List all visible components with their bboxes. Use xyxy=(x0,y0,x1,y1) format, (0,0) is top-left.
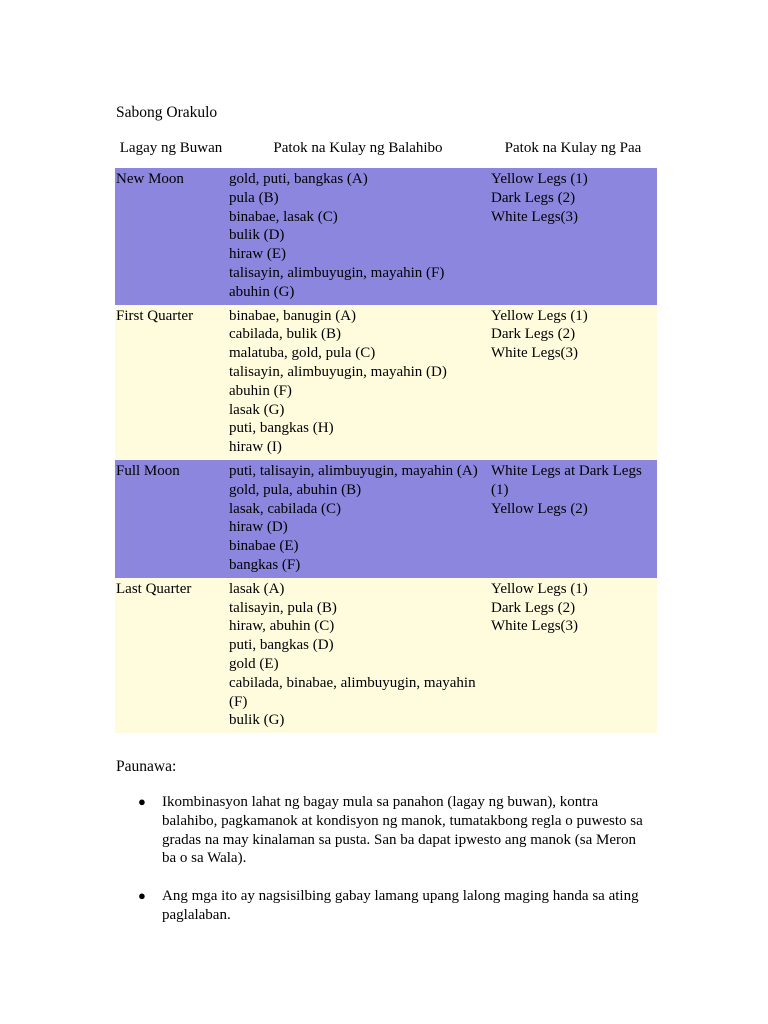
feather-color-item: talisayin, alimbuyugin, mayahin (D) xyxy=(229,363,447,380)
feather-color-item: bulik (D) xyxy=(229,227,285,244)
table-row xyxy=(115,305,657,460)
feather-color-item: gold, puti, bangkas (A) xyxy=(229,171,368,187)
moon-phase-cell: Full Moon xyxy=(116,462,180,479)
table-row xyxy=(115,460,657,578)
table-row xyxy=(115,168,657,305)
feather-color-cell xyxy=(227,460,489,578)
feather-color-item: binabae, lasak (C) xyxy=(229,208,338,225)
list-item xyxy=(116,887,646,925)
note-text: Ikombinasyon lahat ng bagay mula sa panahon (lagay ng buwan), kontra balahibo, pagkamanok at kondisyon ng manok, tumatakbong regla o puwesto sa gradas na may kinalaman sa pusta. San ba dapat ipwesto ang manok (sa Meron ba o sa Wala). xyxy=(162,794,643,867)
feather-color-item: abuhin (G) xyxy=(229,283,295,300)
feather-color-item: pula (B) xyxy=(229,189,279,206)
leg-color-item: Yellow Legs (1) xyxy=(491,580,588,597)
moon-phase-cell: First Quarter xyxy=(116,307,194,324)
feather-color-item: cabilada, binabae, alimbuyugin, mayahin (F) xyxy=(229,674,476,710)
note-text: Ang mga ito ay nagsisilbing gabay lamang upang lalong maging handa sa ating paglalaban. xyxy=(162,888,639,923)
leg-color-cell xyxy=(489,305,657,460)
notes-list xyxy=(116,793,646,944)
feather-color-item: puti, bangkas (D) xyxy=(229,637,334,654)
moon-phase-cell: New Moon xyxy=(116,171,184,187)
leg-color-item: Yellow Legs (1) xyxy=(491,171,588,187)
leg-color-item: Dark Legs (2) xyxy=(491,189,576,206)
feather-color-item: bangkas (F) xyxy=(229,556,301,573)
leg-color-item: Yellow Legs (2) xyxy=(491,500,588,517)
feather-color-item: abuhin (F) xyxy=(229,382,292,399)
leg-color-cell xyxy=(489,168,657,305)
leg-color-item: White Legs(3) xyxy=(491,208,579,225)
leg-color-cell xyxy=(489,460,657,578)
feather-color-cell xyxy=(227,305,489,460)
feather-color-item: hiraw, abuhin (C) xyxy=(229,618,335,635)
bullet-icon: ● xyxy=(138,888,146,904)
feather-color-item: binabae, banugin (A) xyxy=(229,307,357,324)
feather-color-item: bulik (G) xyxy=(229,712,285,729)
header-leg-color: Patok na Kulay ng Paa xyxy=(504,139,642,156)
feather-color-item: lasak (A) xyxy=(229,580,285,597)
feather-color-item: malatuba, gold, pula (C) xyxy=(229,345,376,362)
feather-color-item: lasak, cabilada (C) xyxy=(229,500,342,517)
feather-color-item: gold (E) xyxy=(229,655,279,672)
leg-color-item: Dark Legs (2) xyxy=(491,326,576,343)
feather-color-item: hiraw (I) xyxy=(229,439,282,456)
bullet-icon: ● xyxy=(138,794,146,809)
header-moon-phase: Lagay ng Buwan xyxy=(119,139,223,156)
feather-color-item: gold, pula, abuhin (B) xyxy=(229,481,362,498)
page-title: Sabong Orakulo xyxy=(116,104,218,121)
notes-heading: Paunawa: xyxy=(116,758,177,775)
leg-color-item: White Legs(3) xyxy=(491,345,579,362)
leg-color-item: Yellow Legs (1) xyxy=(491,307,588,324)
feather-color-cell xyxy=(227,168,489,305)
feather-color-item: talisayin, alimbuyugin, mayahin (F) xyxy=(229,264,445,281)
feather-color-item: cabilada, bulik (B) xyxy=(229,326,342,343)
table-body xyxy=(115,168,657,733)
leg-color-item: White Legs at Dark Legs (1) xyxy=(491,462,642,498)
moon-phase-cell: Last Quarter xyxy=(116,580,192,597)
feather-color-item: puti, talisayin, alimbuyugin, mayahin (A) xyxy=(229,462,478,479)
table-row xyxy=(115,578,657,733)
leg-color-item: White Legs(3) xyxy=(491,618,579,635)
leg-color-cell xyxy=(489,578,657,733)
feather-color-item: hiraw (D) xyxy=(229,519,288,536)
feather-color-item: binabae (E) xyxy=(229,538,299,555)
table-header-row xyxy=(115,127,657,168)
leg-color-item: Dark Legs (2) xyxy=(491,599,576,616)
feather-color-item: talisayin, pula (B) xyxy=(229,599,337,616)
feather-color-item: lasak (G) xyxy=(229,401,285,418)
oracle-table xyxy=(115,127,657,733)
list-item xyxy=(116,793,646,868)
header-feather-color: Patok na Kulay ng Balahibo xyxy=(273,139,443,156)
feather-color-item: hiraw (E) xyxy=(229,246,287,263)
feather-color-cell xyxy=(227,578,489,733)
feather-color-item: puti, bangkas (H) xyxy=(229,420,334,437)
